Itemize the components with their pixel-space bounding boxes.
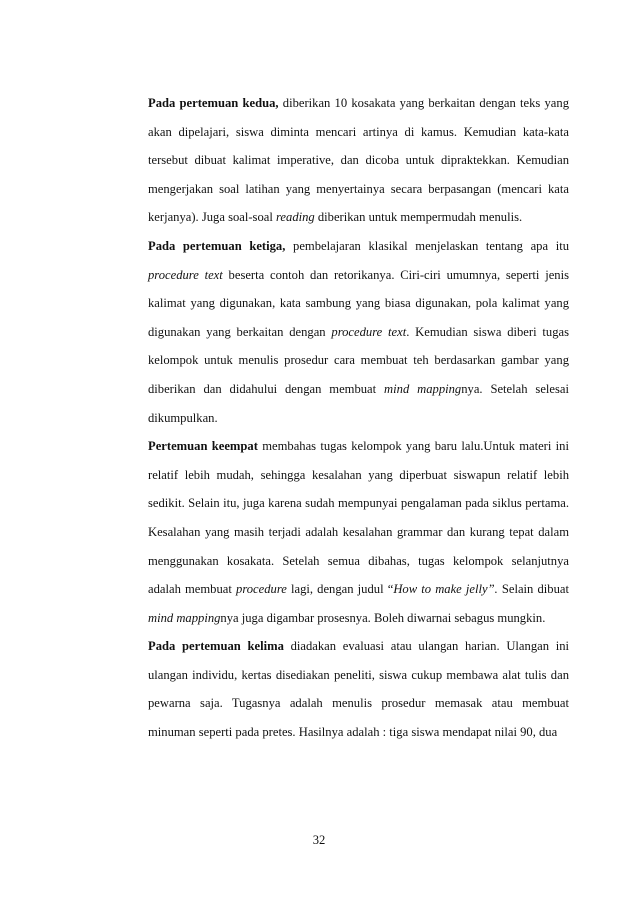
- text-segment: pembelajaran klasikal menjelaskan tentang apa itu: [285, 238, 569, 253]
- text-segment: nya. Setelah selesai dikumpulkan.: [148, 381, 569, 425]
- text-segment: nya juga digambar prosesnya. Boleh diwarnai sebagus mungkin.: [220, 610, 546, 625]
- text-segment: lagi, dengan judul “: [286, 582, 394, 597]
- paragraph-pertemuan-ketiga: [148, 232, 569, 432]
- paragraph-heading: Pada pertemuan ketiga,: [148, 238, 286, 253]
- paragraph-pertemuan-keempat: [148, 432, 569, 632]
- page-number: 32: [312, 833, 326, 847]
- italic-term: How to make jelly”.: [393, 582, 498, 597]
- paragraph-heading: Pada pertemuan kelima: [148, 639, 284, 654]
- text-segment: . Kemudian siswa diberi tugas kelompok untuk menulis prosedur cara membuat teh berdasarkan gambar yang diberikan dan didahului dengan membuat: [148, 324, 569, 396]
- italic-term: procedure text: [331, 324, 407, 339]
- paragraph-heading: Pada pertemuan kedua,: [148, 96, 279, 110]
- italic-term: procedure text: [148, 267, 223, 282]
- text-segment: diberikan 10 kosakata yang berkaitan dengan teks yang akan dipelajari, siswa diminta mencari artinya di kamus. Kemudian kata-kata tersebut dibuat kalimat imperative, dan dicoba untuk dipraktekkan. Kemudian mengerjakan soal latihan yang menyertainya secara berpasangan (mencari kata kerjanya). Juga soal-soal: [148, 96, 569, 225]
- text-segment: Selain dibuat: [497, 582, 569, 597]
- text-segment: beserta contoh dan retorikanya. Ciri-ciri umumnya, seperti jenis kalimat yang digunakan, kata sambung yang biasa digunakan, pola kalimat yang digunakan yang berkaitan dengan: [148, 267, 569, 339]
- italic-term: procedure: [236, 582, 287, 597]
- italic-term: mind mapping: [384, 381, 462, 396]
- italic-term: mind mapping: [148, 610, 221, 625]
- body-text: [148, 89, 569, 747]
- text-segment: diadakan evaluasi atau ulangan harian. Ulangan ini ulangan individu, kertas disediakan peneliti, siswa cukup membawa alat tulis dan pewarna saja. Tugasnya adalah menulis prosedur memasak atau membuat minuman seperti pada pretes. Hasilnya adalah : tiga siswa mendapat nilai 90, dua: [148, 639, 570, 740]
- italic-term: reading: [276, 210, 315, 225]
- paragraph-pertemuan-kedua: [148, 89, 569, 232]
- text-segment: diberikan untuk mempermudah menulis.: [314, 210, 523, 225]
- paragraph-heading: Pertemuan keempat: [148, 439, 258, 454]
- text-segment: membahas tugas kelompok yang baru lalu.Untuk materi ini relatif lebih mudah, sehingga kesalahan yang diperbuat siswapun relatif lebih sedikit. Selain itu, juga karena sudah mempunyai pengalaman pada siklus pertama. Kesalahan yang masih terjadi adalah kesalahan grammar dan kurang tepat dalam menggunakan kosakata. Setelah semua dibahas, tugas kelompok selanjutnya adalah membuat: [148, 439, 569, 597]
- paragraph-pertemuan-kelima: [148, 632, 569, 746]
